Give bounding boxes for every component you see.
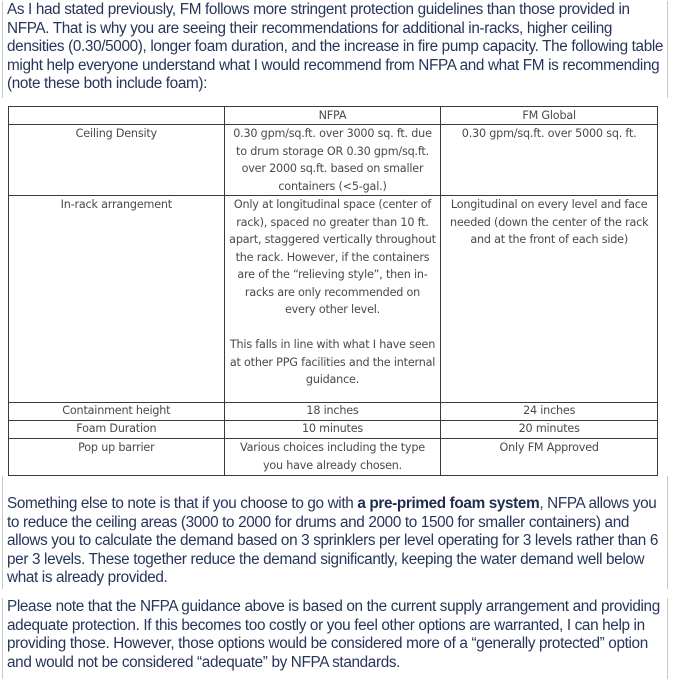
row-label: Pop up barrier	[9, 439, 225, 476]
intro-text: As I had stated previously, FM follows more stringent protection guidelines than those provided in NFPA. That is why you are seeing their recommendations for additional in-racks, higher ceiling densities (0.30/5000), longer foam duration, and the increase in fire pump capacity. The following table might help everyone understand what I would recommend from NFPA and what FM is recommending (note these both include foam):	[7, 1, 664, 93]
fm-cell: Only FM Approved	[441, 439, 658, 476]
right-margin-rule	[667, 476, 668, 496]
row-label: Containment height	[9, 403, 225, 421]
header-nfpa: NFPA	[224, 107, 441, 125]
intro-paragraph	[2, 1, 668, 98]
fm-cell: 0.30 gpm/sq.ft. over 5000 sq. ft.	[441, 125, 658, 196]
nfpa-inrack-extra-text: This falls in line with what I have seen at other PPG facilities and the internal guidance.	[229, 338, 436, 386]
table-row-containment-height	[9, 403, 658, 421]
table-row-ceiling-density	[9, 125, 658, 196]
header-fm-global: FM Global	[441, 107, 658, 125]
nfpa-cell: 18 inches	[224, 403, 441, 421]
nfpa-cell: 0.30 gpm/sq.ft. over 3000 sq. ft. due to drum storage OR 0.30 gpm/sq.ft. over 2000 sq.ft. based on smaller containers (<5-gal.)	[224, 125, 441, 196]
row-label: Ceiling Density	[9, 125, 225, 196]
nfpa-cell: Various choices including the type you have already chosen.	[224, 439, 441, 476]
nfpa-guidance-note-paragraph	[2, 598, 668, 679]
nfpa-cell	[224, 196, 441, 403]
table-header-row	[9, 107, 658, 125]
fm-cell: Longitudinal on every level and face needed (down the center of the rack and at the front of each side)	[441, 196, 658, 403]
fm-cell: 20 minutes	[441, 421, 658, 439]
left-margin-rule	[2, 476, 3, 496]
nfpa-cell: 10 minutes	[224, 421, 441, 439]
table-row-in-rack-arrangement	[9, 196, 658, 403]
note1-text	[7, 495, 665, 588]
nfpa-vs-fm-comparison-table	[8, 106, 658, 476]
note2-text: Please note that the NFPA guidance above is based on the current supply arrangement and providing adequate protection. If this becomes too costly or you feel other options are warranted, I can help in providing those. However, those options would be considered more of a “generally protected” option and would not be considered “adequate” by NFPA standards.	[7, 598, 660, 671]
row-label: In-rack arrangement	[9, 196, 225, 403]
fm-cell: 24 inches	[441, 403, 658, 421]
table-row-foam-duration	[9, 421, 658, 439]
row-label: Foam Duration	[9, 421, 225, 439]
table-row-pop-up-barrier	[9, 439, 658, 476]
paragraph-gap	[229, 319, 437, 337]
header-empty	[9, 107, 225, 125]
note1-bold-phrase: a pre-primed foam system	[357, 495, 540, 512]
nfpa-inrack-text: Only at longitudinal space (center of rack), spaced no greater than 10 ft. apart, staggered vertically throughout the rack. However, if the containers are of the “relieving style”, then in-racks are only recommended on every other level.	[229, 198, 436, 316]
note1-before: Something else to note is that if you choose to go with	[7, 495, 358, 512]
note1-after: , NFPA allows you to reduce the ceiling areas (3000 to 2000 for drums and 2000 to 1500 for smaller containers) and allows you to calculate the demand based on 3 sprinklers per level operating for 3 levels rather than 6 per 3 levels. These together reduce the demand significantly, keeping the water demand well below what is already provided.	[7, 495, 659, 587]
pre-primed-foam-paragraph	[2, 495, 668, 589]
